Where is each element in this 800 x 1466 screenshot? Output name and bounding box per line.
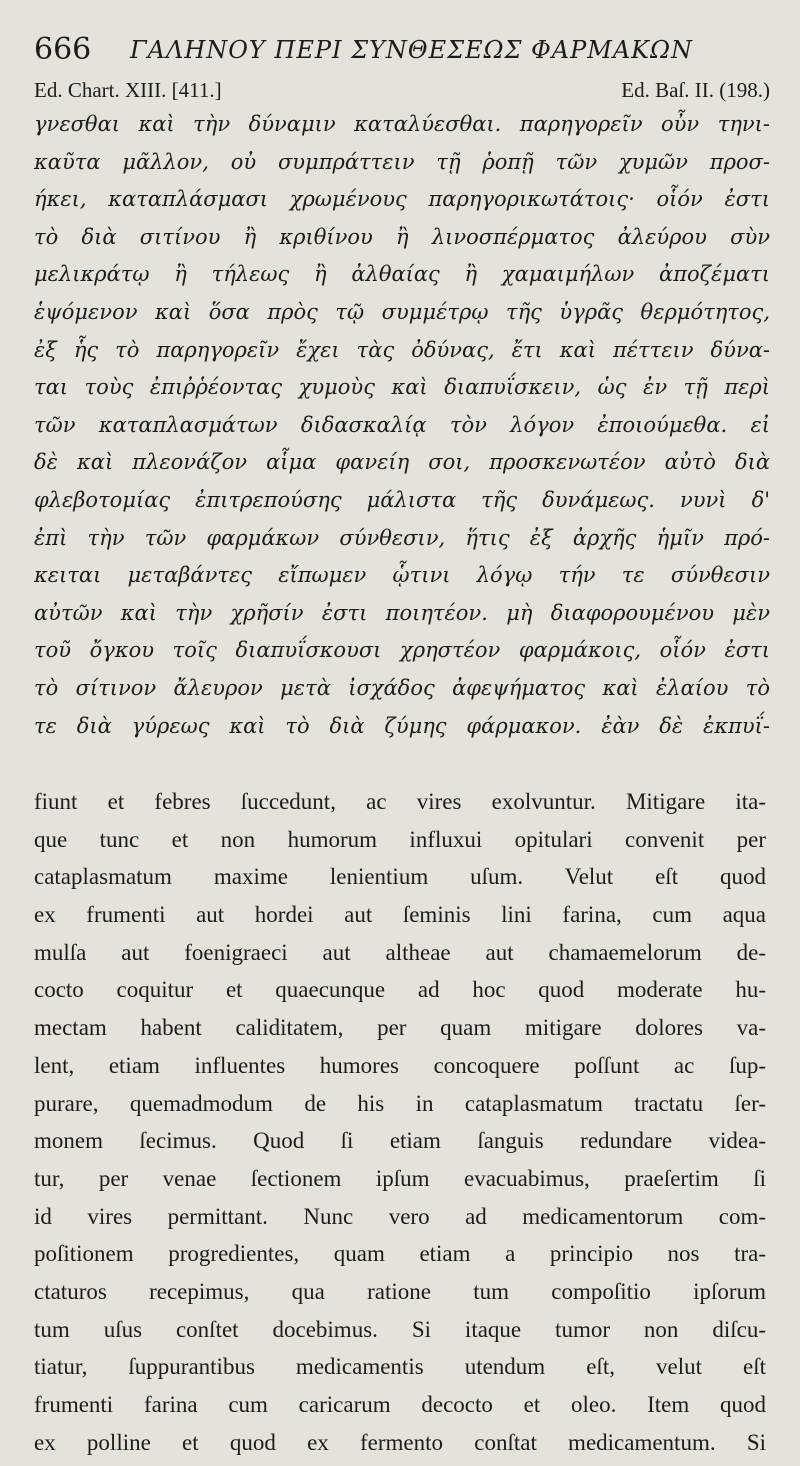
latin-text-line: tum uſus conſtet docebimus. Si itaque tumor non diſcu-: [34, 1316, 766, 1342]
latin-text-line: frumenti farina cum caricarum decocto et oleo. Item quod: [34, 1392, 766, 1417]
greek-text-line: κειται μεταβάντες εἴπωμεν ᾧτινι λόγῳ τήν τε σύνθεσιν: [34, 563, 770, 588]
latin-text-line: mulſa aut foenigraeci aut altheae aut chamaemelorum de-: [34, 939, 766, 965]
latin-text-line: id vires permittant. Nunc vero ad medicamentorum com-: [34, 1203, 766, 1229]
latin-text-line: ex frumenti aut hordei aut ſeminis lini farina, cum aqua: [34, 902, 766, 928]
greek-text-line: τὸ διὰ σιτίνου ἢ κριθίνου ἢ λινοσπέρματος ἀλεύρου σὺν: [34, 224, 770, 249]
edition-basel-reference: Ed. Baſ. II. (198.): [621, 78, 770, 102]
greek-text-line: ἐξ ἧς τὸ παρηγορεῖν ἔχει τὰς ὀδύνας, ἔτι καὶ πέττειν δύνα-: [34, 337, 770, 362]
latin-text-line: purare, quemadmodum de his in cataplasmatum tractatu ſer-: [34, 1090, 766, 1116]
latin-text-line: fiunt et febres ſuccedunt, ac vires exolvuntur. Mitigare ita-: [34, 789, 766, 814]
greek-text-line: τε διὰ γύρεως καὶ τὸ διὰ ζύμης φάρμακον. ἐὰν δὲ ἐκπυΐ-: [34, 713, 770, 738]
latin-text-line: cocto coquitur et quaecunque ad hoc quod moderate hu-: [34, 977, 766, 1003]
page-header: [34, 28, 774, 72]
greek-text-line: αὐτῶν καὶ τὴν χρῆσίν ἐστι ποιητέον. μὴ διαφορουμένου μὲν: [34, 600, 770, 625]
greek-text-line: τοῦ ὄγκου τοῖς διαπυΐσκουσι χρηστέον φαρμάκοις, οἷόν ἐστι: [34, 638, 770, 663]
greek-text-column: [34, 106, 770, 745]
greek-text-line: ήκει, καταπλάσμασι χρωμένους παρηγορικωτάτοις· οἷόν ἐστι: [34, 187, 770, 212]
latin-text-line: tiatur, ſuppurantibus medicamentis utendum eſt, velut eſt: [34, 1354, 766, 1380]
greek-text-line: γνεσθαι καὶ τὴν δύναμιν καταλύεσθαι. παρηγορεῖν οὖν τηνι-: [34, 112, 770, 136]
greek-text-line: καῦτα μᾶλλον, οὐ συμπράττειν τῇ ῥοπῇ τῶν χυμῶν προσ-: [34, 149, 770, 174]
latin-text-line: ex polline et quod ex fermento conſtat medicamentum. Si: [34, 1429, 766, 1455]
greek-text-line: φλεβοτομίας ἐπιτρεπούσης μάλιστα τῆς δυνάμεως. νυνὶ δ': [34, 487, 770, 512]
latin-text-line: cataplasmatum maxime lenientium uſum. Velut eſt quod: [34, 864, 766, 890]
latin-text-line: monem ſecimus. Quod ſi etiam ſanguis redundare videa-: [34, 1128, 766, 1154]
latin-text-line: mectam habent caliditatem, per quam mitigare dolores va-: [34, 1015, 766, 1041]
latin-text-line: lent, etiam influentes humores concoquere poſſunt ac ſup-: [34, 1052, 766, 1078]
greek-text-line: ται τοὺς ἐπιῤῥέοντας χυμοὺς καὶ διαπυΐσκειν, ὡς ἐν τῇ περὶ: [34, 375, 770, 400]
running-title: ΓΑΛΗΝΟΥ ΠΕΡΙ ΣΥΝΘΕΣΕΩΣ ΦΑΡΜΑΚΩΝ: [130, 36, 693, 64]
greek-text-line: ἑψόμενον καὶ ὅσα πρὸς τῷ συμμέτρῳ τῆς ὑγρᾶς θερμότητος,: [34, 299, 770, 324]
greek-text-line: δὲ καὶ πλεονάζον αἷμα φανείη σοι, προσκενωτέον αὐτὸ διὰ: [34, 450, 770, 475]
greek-text-line: τῶν καταπλασμάτων διδασκαλίᾳ τὸν λόγον ἐποιούμεθα. εἰ: [34, 412, 770, 437]
greek-text-line: ἐπὶ τὴν τῶν φαρμάκων σύνθεσιν, ἥτις ἐξ ἀρχῆς ἡμῖν πρό-: [34, 525, 770, 550]
edition-chartier-reference: Ed. Chart. XIII. [411.]: [34, 78, 222, 102]
greek-text-line: μελικράτῳ ἢ τήλεως ἢ ἀλθαίας ἢ χαμαιμήλων ἀποζέματι: [34, 262, 770, 287]
latin-text-line: tur, per venae ſectionem ipſum evacuabimus, praeſertim ſi: [34, 1165, 766, 1191]
latin-text-line: ctaturos recepimus, qua ratione tum compoſitio ipſorum: [34, 1278, 766, 1304]
latin-text-line: que tunc et non humorum influxui opitulari convenit per: [34, 826, 766, 852]
latin-text-line: poſitionem progredientes, quam etiam a principio nos tra-: [34, 1241, 766, 1267]
page-number: 666: [34, 32, 92, 67]
latin-text-column: [34, 783, 766, 1461]
greek-text-line: τὸ σίτινον ἄλευρον μετὰ ἰσχάδος ἀφεψήματος καὶ ἐλαίου τὸ: [34, 675, 770, 700]
edition-reference-line: [34, 78, 770, 108]
